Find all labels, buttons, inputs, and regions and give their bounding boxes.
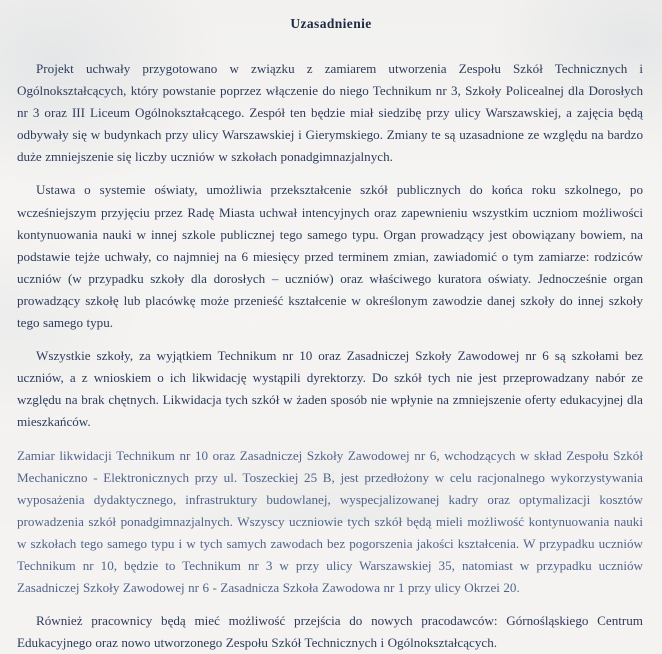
paragraph-3: Wszystkie szkoły, za wyjątkiem Technikum nr 10 oraz Zasadniczej Szkoły Zawodowej nr 6 są szkołami bez uczniów, a z wnioskiem o ich likwidację wystąpili dyrektorzy. Do szkół tych nie jest przeprowadzany nabór ze względu na brak chętnych. Likwidacja tych szkół w żaden sposób nie wpłynie na zmniejszenie oferty edukacyjnej dla mieszkańców.: [17, 348, 643, 430]
paragraph-2: Ustawa o systemie oświaty, umożliwia przekształcenie szkół publicznych do końca roku szkolnego, po wcześniejszym przyjęciu przez Radę Miasta uchwał intencyjnych oraz zapewnieniu wszystkim uczniom możliwości kontynuowania nauki w innej szkole publicznej tego samego typu. Organ prowadzący jest obowiązany bowiem, na podstawie tejże uchwały, co najmniej na 6 miesięcy przed terminem zmian, zawiadomić o tym zamiarze: rodziców uczniów (w przypadku szkoły dla dorosłych – uczniów) oraz właściwego kuratora oświaty. Jednocześnie organ prowadzący szkołę lub placówkę może przenieść kształcenie w określonym zawodzie danej szkoły do innej szkoły tego samego typu.: [17, 182, 643, 331]
document-body: [17, 58, 643, 654]
paragraph-5: Również pracownicy będą mieć możliwość przejścia do nowych pracodawców: Górnośląskiego Centrum Edukacyjnego oraz nowo utworzonego Zespołu Szkół Technicznych i Ogólnokształcących.: [17, 613, 643, 651]
page-title: Uzasadnienie: [290, 16, 372, 31]
paragraph-1: Projekt uchwały przygotowano w związku z zamiarem utworzenia Zespołu Szkół Technicznych i Ogólnokształcących, który powstanie poprzez włączenie do niego Technikum nr 3, Szkoły Policealnej dla Dorosłych nr 3 oraz III Liceum Ogólnokształcącego. Zespół ten będzie miał siedzibę przy ulicy Warszawskiej, a zajęcia będą odbywały się w budynkach przy ulicy Warszawskiej i Gierymskiego. Zmiany te są uzasadnione ze względu na bardzo duże zmniejszenie się liczby uczniów w szkołach ponadgimnazjalnych.: [17, 61, 643, 165]
paragraph-4: Zamiar likwidacji Technikum nr 10 oraz Zasadniczej Szkoły Zawodowej nr 6, wchodzących w skład Zespołu Szkół Mechaniczno - Elektronicznych przy ul. Toszeckiej 25 B, jest przedłożony w celu racjonalnego wykorzystywania wyposażenia dydaktycznego, infrastruktury budowlanej, wyspecjalizowanej kadry oraz optymalizacji kosztów prowadzenia szkół ponadgimnazjalnych. Wszyscy uczniowie tych szkół będą mieli możliwość kontynuowania nauki w szkołach tego samego typu i w tych samych zawodach bez pogorszenia jakości kształcenia. W przypadku uczniów Technikum nr 10, będzie to Technikum nr 3 w przy ulicy Warszawskiej 35, natomiast w przypadku uczniów Zasadniczej Szkoły Zawodowej nr 6 - Zasadnicza Szkoła Zawodowa nr 1 przy ulicy Okrzei 20.: [17, 447, 643, 596]
